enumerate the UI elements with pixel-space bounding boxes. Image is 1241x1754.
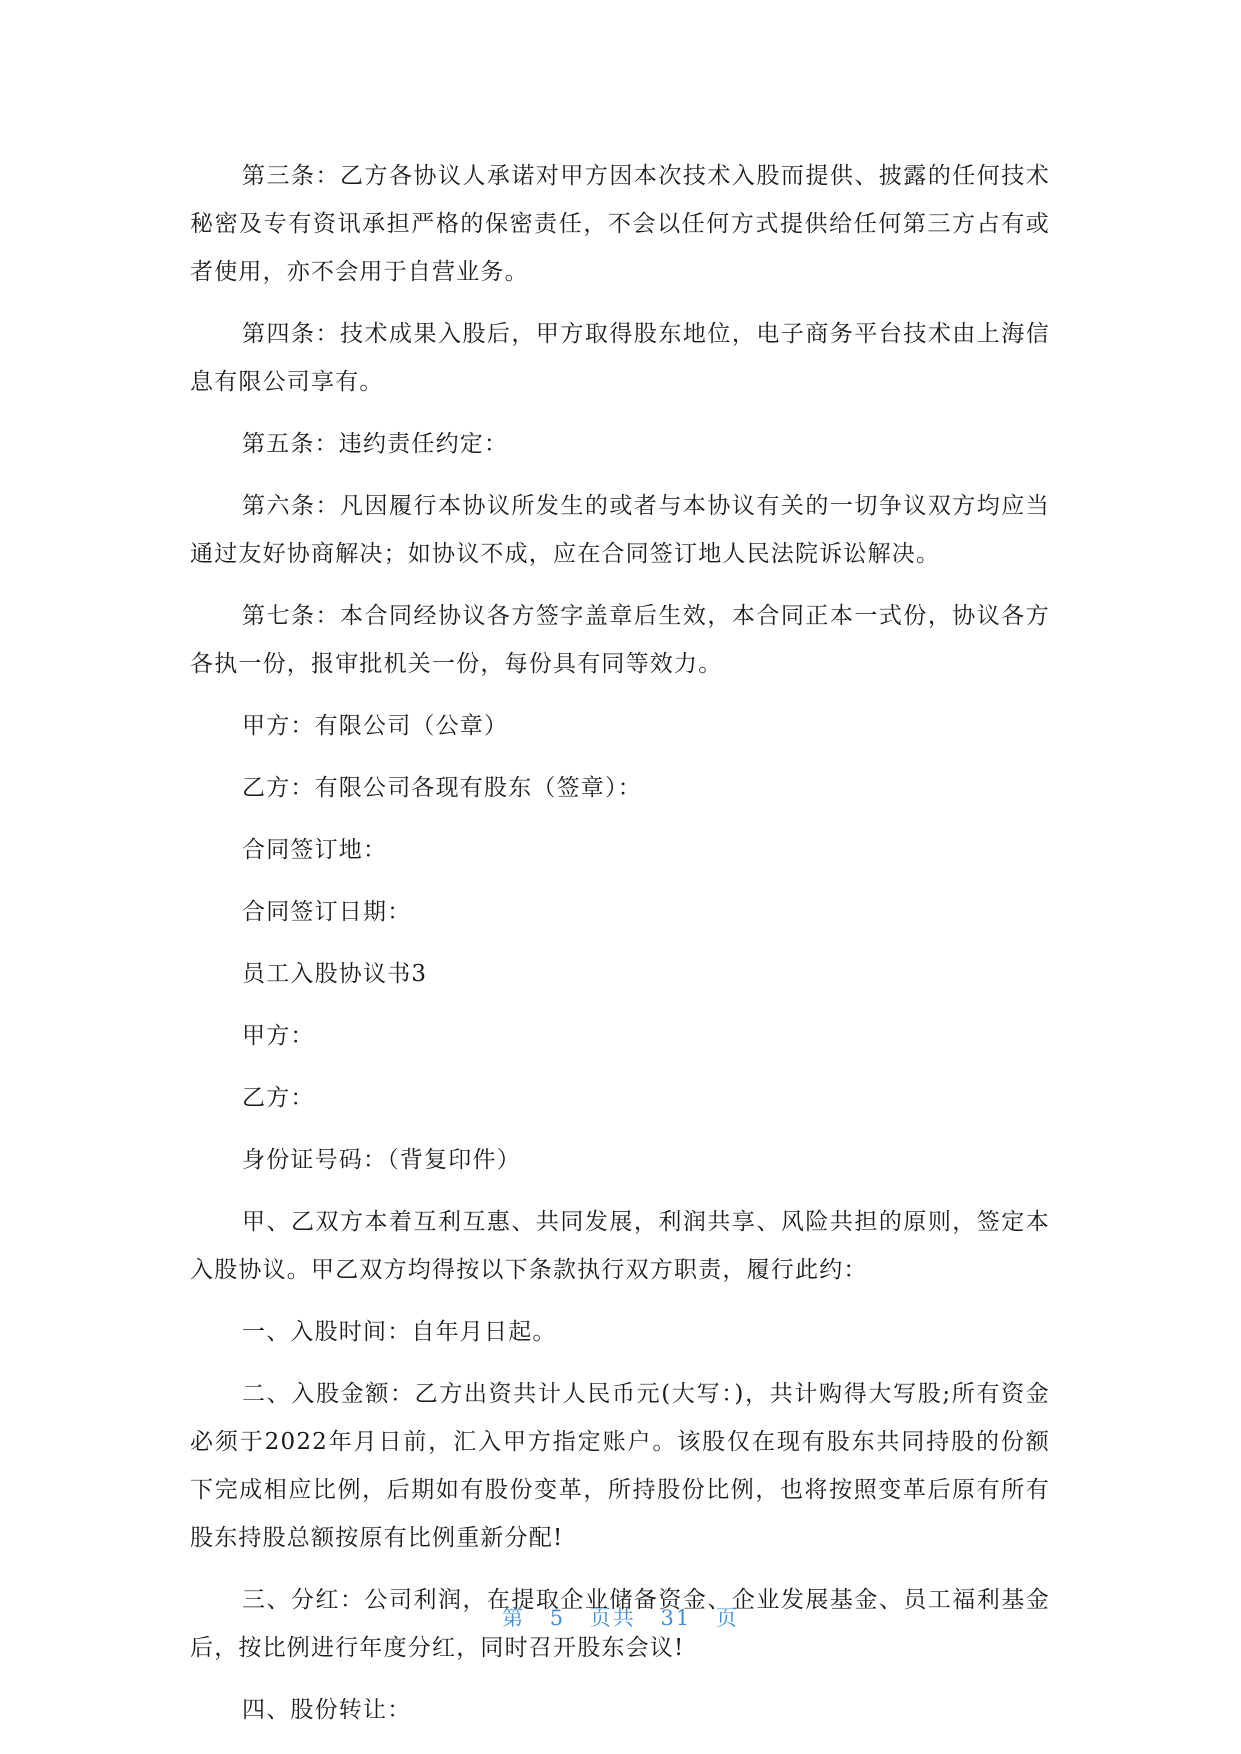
item-2-amount: 二、入股金额：乙方出资共计人民币元(大写：)，共计购得大写股;所有资金必须于2022年月日前，汇入甲方指定账户。该股仅在现有股东共同持股的份额下完成相应比例，后期如有股份变革，所持股份比例，也将按照变革后原有所有股东持股总额按原有比例重新分配! [190,1381,1050,1551]
clause-3: 第三条：乙方各协议人承诺对甲方因本次技术入股而提供、披露的任何技术秘密及专有资讯承担严格的保密责任，不会以任何方式提供给任何第三方占有或者使用，亦不会用于自营业务。 [190,163,1050,285]
id-number-line: 身份证号码：（背复印件） [242,1147,521,1173]
clause-4: 第四条：技术成果入股后，甲方取得股东地位，电子商务平台技术由上海信息有限公司享有。 [190,321,1050,395]
total-page-count: 31 [660,1606,692,1630]
clause-5: 第五条：违约责任约定： [242,431,509,457]
party-b-line: 乙方： [242,1085,315,1111]
party-a-seal-line: 甲方：有限公司（公章） [242,713,509,739]
section-title: 员工入股协议书3 [242,961,428,987]
current-page-number: 5 [549,1606,566,1630]
preamble: 甲、乙双方本着互利互惠、共同发展，利润共享、风险共担的原则，签定本入股协议。甲乙双方均得按以下条款执行双方职责，履行此约： [190,1209,1050,1283]
party-a-line: 甲方： [242,1023,315,1049]
party-b-seal-line: 乙方：有限公司各现有股东（签章）： [242,775,642,801]
item-3-dividend: 三、分红：公司利润，在提取企业储备资金、企业发展基金、员工福利基金后，按比例进行年度分红，同时召开股东会议! [190,1587,1050,1661]
item-4-transfer: 四、股份转让： [242,1697,412,1723]
footer-middle: 页共 [589,1606,636,1630]
signing-place-line: 合同签订地： [242,837,388,863]
clause-7: 第七条：本合同经协议各方签字盖章后生效，本合同正本一式份，协议各方各执一份，报审批机关一份，每份具有同等效力。 [190,603,1050,677]
signing-date-line: 合同签订日期： [242,899,412,925]
document-body [190,152,1050,1748]
page-number-footer [0,1602,1241,1632]
footer-suffix: 页 [715,1606,739,1630]
item-1-time: 一、入股时间：自年月日起。 [242,1319,557,1345]
clause-6: 第六条：凡因履行本协议所发生的或者与本协议有关的一切争议双方均应当通过友好协商解决；如协议不成，应在合同签订地人民法院诉讼解决。 [190,493,1050,567]
footer-prefix: 第 [502,1606,526,1630]
